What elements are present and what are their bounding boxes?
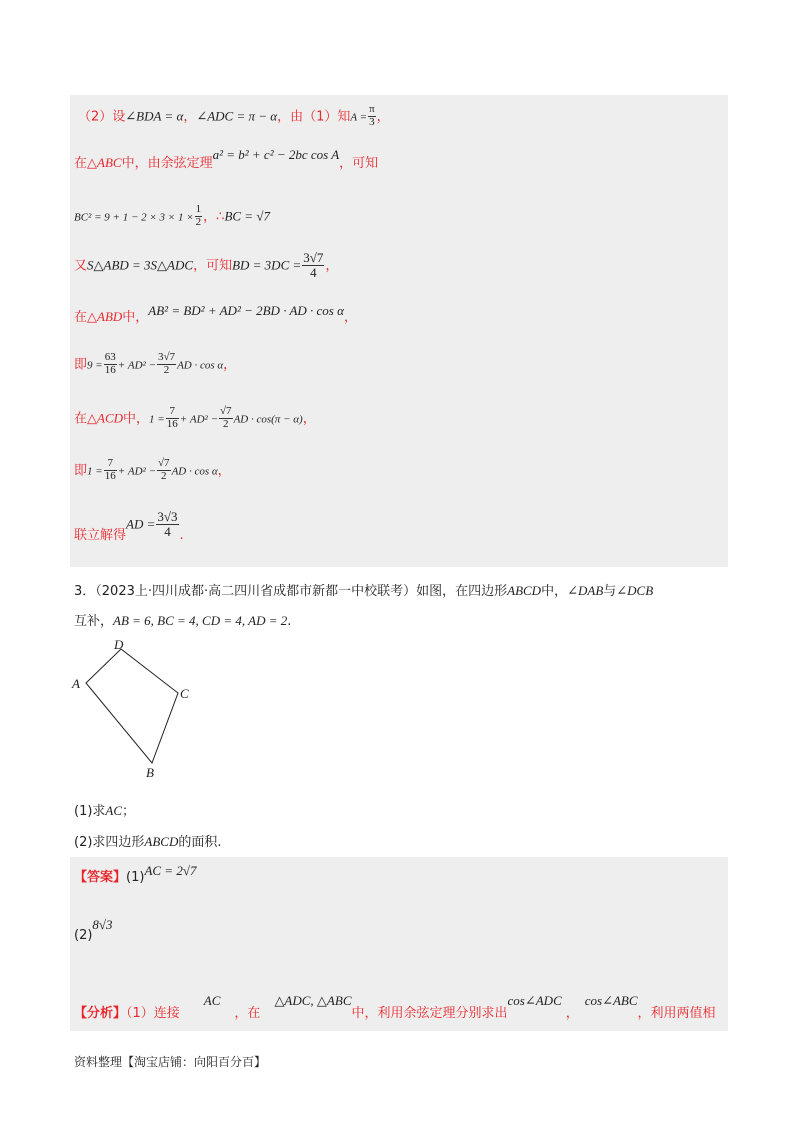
frac: $\frac{3√7}{2}$ [158, 351, 176, 376]
frac: $\frac{7}{16}$ [104, 457, 116, 482]
sol-line-5: 在△ABD中，$^{AB^2 = BD^2 + AD^2 - 2BD \cdot AD \cdot cos \alpha}$， [74, 303, 357, 325]
answer-line-1: 【答案】$(1)^{AC = 2√7}$ [74, 863, 197, 885]
question-line-1: 3．（2023上·四川成都·高二四川省成都市新都一中校联考）如图，在四边形ABCD中，∠DAB与∠DCB [74, 583, 654, 599]
label-b: B [146, 765, 154, 780]
sol-line-2: 在△ABC中，由余弦定理$^{a^2 = b^2 + c^2 - 2bc cos A}$，可知 [74, 147, 379, 171]
label-a: A [72, 676, 80, 691]
analysis-line: $_{【分析】(1)连接}AC_{,在}\triangle ADC$, $\triangle ABC_{中,利用余弦定理分别求出}\cos\angle ADC_,\cos\angle ABC_{,利用两值相}$ [74, 993, 716, 1021]
quadrilateral-abcd [86, 649, 178, 763]
label-d: D [114, 637, 124, 652]
sub-question-1: (1)求AC； [74, 803, 136, 819]
sub-question-2: (2)求四边形ABCD的面积. [74, 834, 222, 850]
frac: $\frac{√7}{2}$ [220, 405, 232, 430]
frac: $\frac{\pi}{3}$ [369, 103, 375, 128]
analysis-label: 【分析】 [74, 1006, 127, 1021]
frac: $\frac{3√7}{4}$ [303, 250, 324, 280]
sol-line-8: 即1 = $\frac{7}{16}$ + AD² − $\frac{√7}{2}$ AD · cos α， [74, 457, 231, 482]
question-line-2: 互补，AB = 6, BC = 4, CD = 4, AD = 2. [74, 613, 292, 629]
sol-line-6: 即9 = $\frac{63}{16}$ + AD² − $\frac{3√7}{2}$ AD · cos α， [74, 351, 237, 376]
sol-line-9: $_{联立解得}$AD = $\frac{3√3}{4}$ $_.$ [74, 509, 184, 543]
frac: $\frac{1}{2}$ [195, 203, 202, 228]
frac: $\frac{3√3}{4}$ [157, 509, 178, 539]
sol-line-4: 又S△ABD = 3S△ADC，可知BD = 3DC = $\frac{3√7}{4}$ ， [74, 250, 339, 280]
sol-line-3: BC² = 9 + 1 − 2 × 3 × 1 × $\frac{1}{2}$ ，∴BC = √7 [74, 203, 270, 228]
sol-line-7: 在△ACD中，1 = $\frac{7}{16}$ + AD² − $\frac{√7}{2}$ AD · cos(π − α)， [74, 405, 316, 430]
frac: $\frac{63}{16}$ [104, 351, 116, 376]
frac: $\frac{7}{16}$ [166, 405, 178, 430]
answer-label: 【答案】 [74, 870, 127, 885]
sol-line-1: （2）设∠BDA = α，∠ADC = π − α，由（1）知A = $\frac{\pi}{3}$ ， [78, 103, 390, 128]
answer-line-2: $_{(2)}$8√3 [74, 917, 113, 943]
quadrilateral-figure [68, 635, 208, 785]
footer-text: 资料整理【淘宝店铺：向阳百分百】 [74, 1055, 267, 1069]
label-c: C [180, 686, 189, 701]
frac: $\frac{√7}{2}$ [158, 457, 170, 482]
